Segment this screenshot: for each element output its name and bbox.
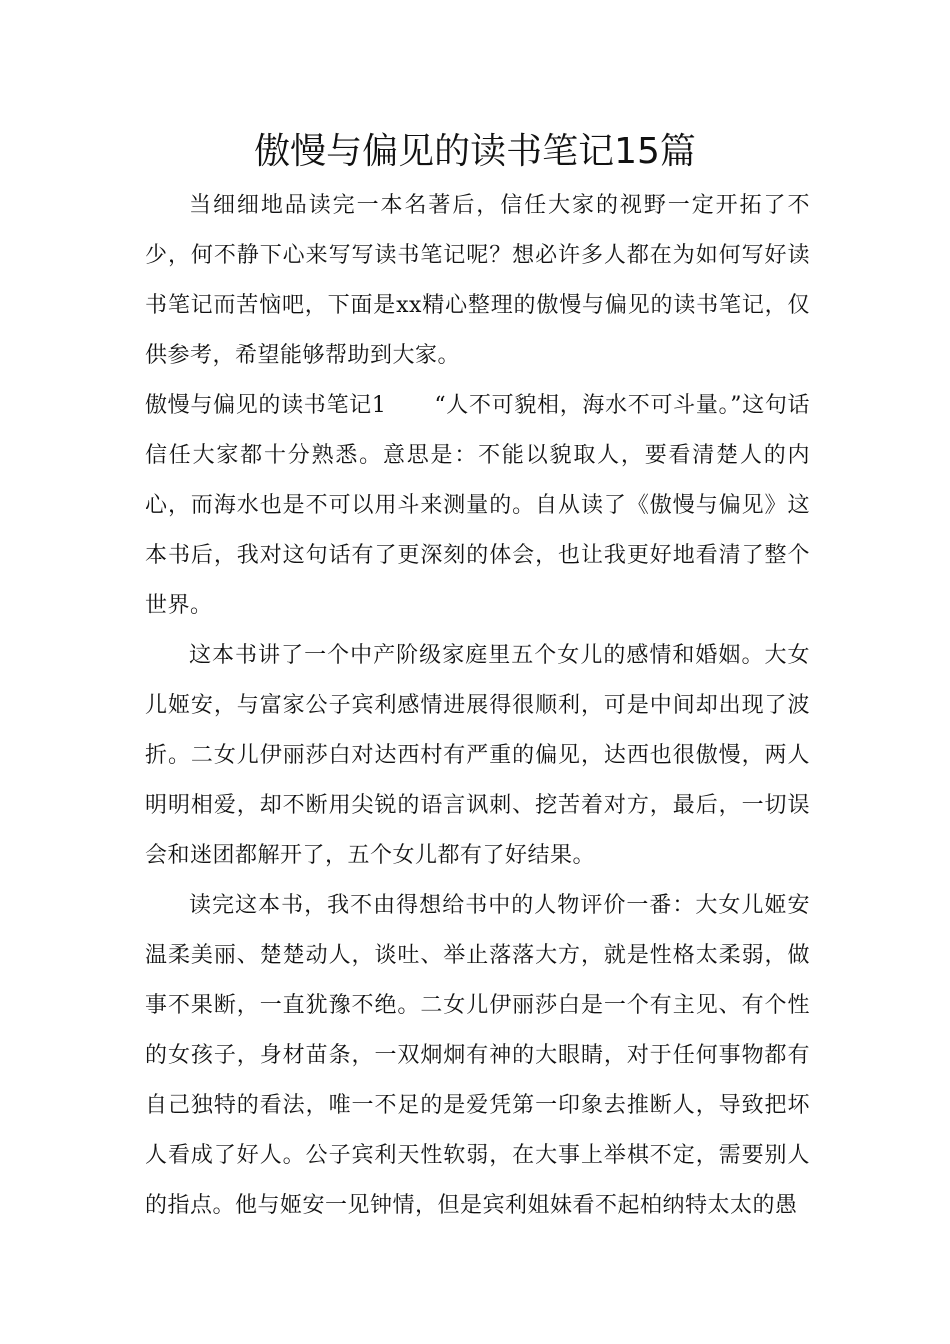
section-1-first-paragraph	[145, 381, 810, 631]
intro-paragraph: 当细细地品读完一本名著后，信任大家的视野一定开拓了不少，何不静下心来写写读书笔记呢？想必许多人都在为如何写好读书笔记而苦恼吧，下面是xx精心整理的傲慢与偏见的读书笔记，仅供参考，希望能够帮助到大家。	[145, 193, 810, 368]
section-1-paragraph-2: 这本书讲了一个中产阶级家庭里五个女儿的感情和婚姻。大女儿姬安，与富家公子宾利感情进展得很顺利，可是中间却出现了波折。二女儿伊丽莎白对达西村有严重的偏见，达西也很傲慢，两人明明相爱，却不断用尖锐的语言讽刺、挖苦着对方，最后，一切误会和迷团都解开了，五个女儿都有了好结果。	[145, 643, 810, 868]
section-1-paragraph-3: 读完这本书，我不由得想给书中的人物评价一番：大女儿姬安温柔美丽、楚楚动人，谈吐、举止落落大方，就是性格太柔弱，做事不果断，一直犹豫不绝。二女儿伊丽莎白是一个有主见、有个性的女孩子，身材苗条，一双炯炯有神的大眼睛，对于任何事物都有自己独特的看法，唯一不足的是爱凭第一印象去推断人，导致把坏人看成了好人。公子宾利天性软弱，在大事上举棋不定，需要别人的指点。他与姬安一见钟情，但是宾利姐妹看不起柏纳特太太的愚	[145, 893, 810, 1218]
section-1-paragraph-1: “人不可貌相，海水不可斗量。”这句话信任大家都十分熟悉。意思是：不能以貌取人，要看清楚人的内心，而海水也是不可以用斗来测量的。自从读了《傲慢与偏见》这本书后，我对这句话有了更深刻的体会，也让我更好地看清了整个世界。	[145, 393, 811, 618]
document-title: 傲慢与偏见的读书笔记15篇	[254, 131, 696, 172]
document-body	[145, 181, 810, 1231]
section-1-heading: 傲慢与偏见的读书笔记1	[145, 393, 387, 418]
